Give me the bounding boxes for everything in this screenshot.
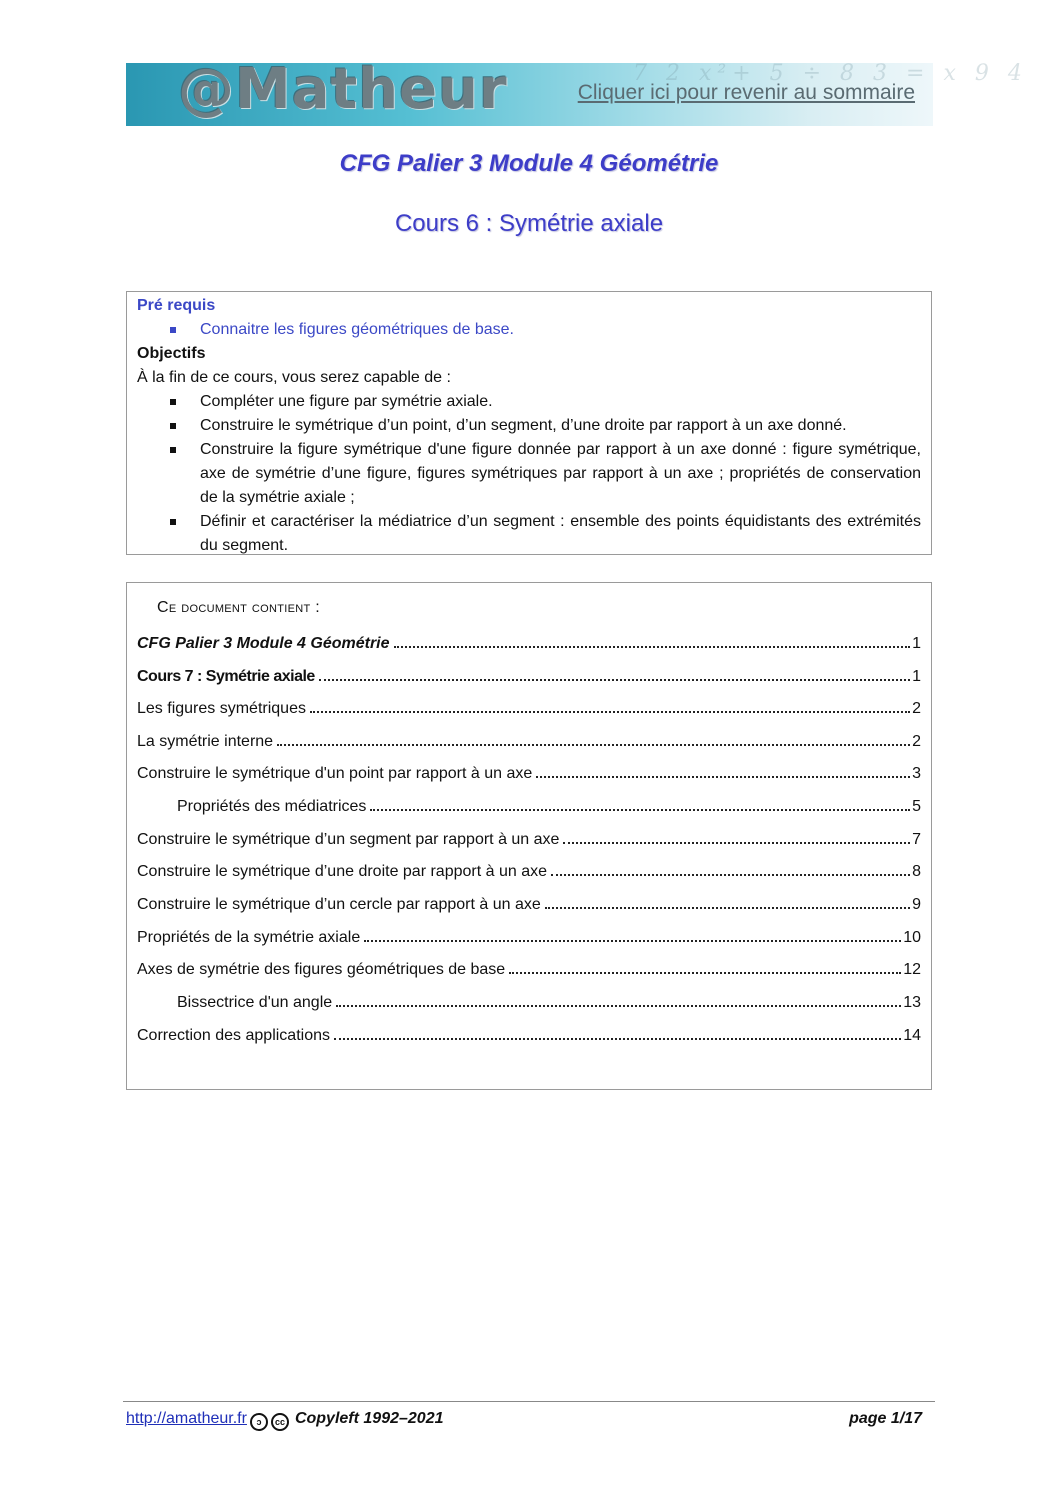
square-bullet-icon — [170, 423, 176, 429]
prerequisites-heading: Pré requis — [137, 297, 216, 314]
toc-entry[interactable]: La symétrie interne 2 — [137, 733, 921, 750]
toc-entry[interactable]: Axes de symétrie des figures géométriques de base 12 — [137, 961, 921, 978]
square-bullet-icon — [170, 519, 176, 525]
back-to-summary-link[interactable]: Cliquer ici pour revenir au sommaire — [577, 81, 915, 104]
objectives-heading: Objectifs — [137, 345, 206, 362]
table-of-contents — [126, 582, 932, 1090]
square-bullet-icon — [170, 447, 176, 453]
copyleft-icon: ↄ — [250, 1413, 268, 1431]
page-footer — [126, 1410, 922, 1436]
toc-header: Ce document contient : — [157, 599, 321, 616]
objective-item: Compléter une figure par symétrie axiale. — [137, 390, 921, 414]
prerequisites-list — [137, 318, 921, 342]
toc-entry[interactable]: Propriétés de la symétrie axiale 10 — [137, 929, 921, 946]
course-title: Cours 6 : Symétrie axiale — [394, 210, 664, 237]
square-bullet-icon — [170, 327, 176, 333]
page-number: page 1/17 — [849, 1410, 922, 1427]
toc-entry[interactable]: Construire le symétrique d’une droite par rapport à un axe 8 — [137, 863, 921, 880]
objective-item: Construire le symétrique d’un point, d’un segment, d’une droite par rapport à un axe donné. — [137, 414, 921, 438]
prerequisite-item: Connaitre les figures géométriques de base. — [137, 318, 921, 342]
objective-item: Construire la figure symétrique d'une figure donnée par rapport à un axe donné : figure symétrique, axe de symétrie d’une figure, figures symétriques par rapport à un axe ; propriétés de conservation de la symétrie axiale ; — [137, 438, 921, 510]
toc-entry[interactable]: Bissectrice d'un angle 13 — [177, 994, 921, 1011]
footer-divider — [123, 1401, 935, 1402]
square-bullet-icon — [170, 399, 176, 405]
site-link[interactable]: http://amatheur.fr — [126, 1410, 247, 1427]
objectives-intro: À la fin de ce cours, vous serez capable de : — [137, 369, 451, 386]
prerequisites-objectives-box — [126, 291, 932, 555]
toc-entry[interactable]: Construire le symétrique d’un cercle par rapport à un axe 9 — [137, 896, 921, 913]
header-banner — [126, 57, 1028, 126]
objective-item: Définir et caractériser la médiatrice d’un segment : ensemble des points équidistants des extrémités du segment. — [137, 510, 921, 558]
objectives-list — [137, 390, 921, 558]
toc-entry[interactable]: Les figures symétriques 2 — [137, 700, 921, 717]
toc-entry[interactable]: CFG Palier 3 Module 4 Géométrie 1 — [137, 635, 921, 652]
toc-entry[interactable]: Cours 7 : Symétrie axiale 1 — [137, 668, 921, 685]
toc-entry[interactable]: Construire le symétrique d’un segment par rapport à un axe 7 — [137, 831, 921, 848]
module-title: CFG Palier 3 Module 4 Géométrie — [339, 150, 719, 177]
banner-math-decoration: 7 2 x²+ 5 ÷ 8 3 = x 9 4 — [633, 61, 1028, 86]
toc-entry[interactable]: Correction des applications 14 — [137, 1027, 921, 1044]
toc-entry[interactable]: Construire le symétrique d'un point par rapport à un axe 3 — [137, 765, 921, 782]
toc-entry[interactable]: Propriétés des médiatrices 5 — [177, 798, 921, 815]
matheur-logo: @Matheur — [178, 57, 508, 122]
creative-commons-icon: cc — [271, 1413, 289, 1431]
copyleft-text: Copyleft 1992–2021 — [294, 1410, 444, 1427]
